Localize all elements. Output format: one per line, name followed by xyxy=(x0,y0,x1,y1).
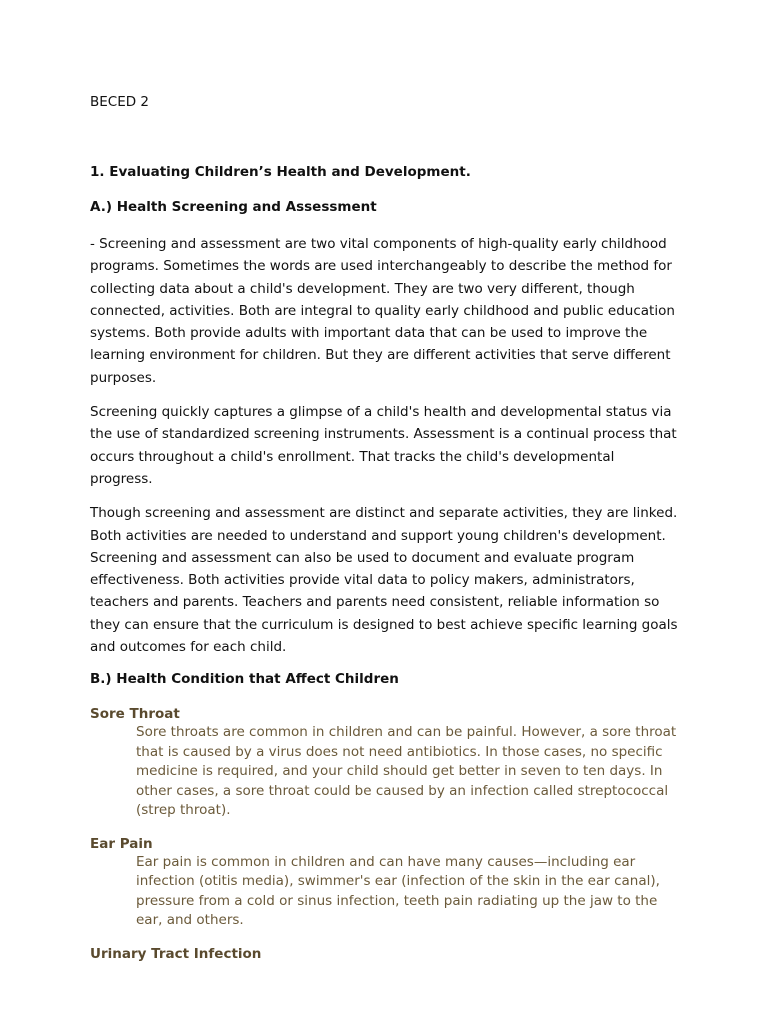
course-code: BECED 2 xyxy=(90,94,150,110)
condition-urinary-tract-infection xyxy=(90,945,680,963)
paragraph-1: - Screening and assessment are two vital components of high-quality early childhood programs. Sometimes the words are used interchangeably to describe the method for collecting data about a child's development. They are two very different, though connected, activities. Both are integral to quality early childhood and public education systems. Both provide adults with important data that can be used to improve the learning environment for children. But they are different activities that serve different purposes. xyxy=(90,236,675,386)
condition-ear-pain xyxy=(90,835,680,931)
condition-title: Sore Throat xyxy=(90,706,180,723)
subsection-b-title: B.) Health Condition that Affect Children xyxy=(90,671,399,688)
paragraph-2: Screening quickly captures a glimpse of a child's health and developmental status via the use of standardized screening instruments. Assessment is a continual process that occurs throughout a child's enrollment. That tracks the child's developmental progress. xyxy=(90,404,677,487)
condition-title: Urinary Tract Infection xyxy=(90,945,262,962)
subsection-a-title: A.) Health Screening and Assessment xyxy=(90,199,377,215)
condition-body: Ear pain is common in children and can have many causes—including ear infection (otitis media), swimmer's ear (infection of the skin in the ear canal), pressure from a cold or sinus infection, teeth pain radiating up the jaw to the ear, and others. xyxy=(136,853,660,929)
condition-title: Ear Pain xyxy=(90,835,153,852)
condition-sore-throat xyxy=(90,705,680,821)
paragraph-3: Though screening and assessment are distinct and separate activities, they are linked. Both activities are needed to understand and support young children's development. Screening and assessment can also be used to document and evaluate program effectiveness. Both activities provide vital data to policy makers, administrators, teachers and parents. Teachers and parents need consistent, reliable information so they can ensure that the curriculum is designed to best achieve specific learning goals and outcomes for each child. xyxy=(90,505,678,656)
section-title: 1. Evaluating Children’s Health and Development. xyxy=(90,164,471,180)
document-page xyxy=(90,93,680,963)
condition-body: Sore throats are common in children and can be painful. However, a sore throat that is caused by a virus does not need antibiotics. In those cases, no specific medicine is required, and your child should get better in seven to ten days. In other cases, a sore throat could be caused by an infection called streptococcal (strep throat). xyxy=(136,724,677,819)
